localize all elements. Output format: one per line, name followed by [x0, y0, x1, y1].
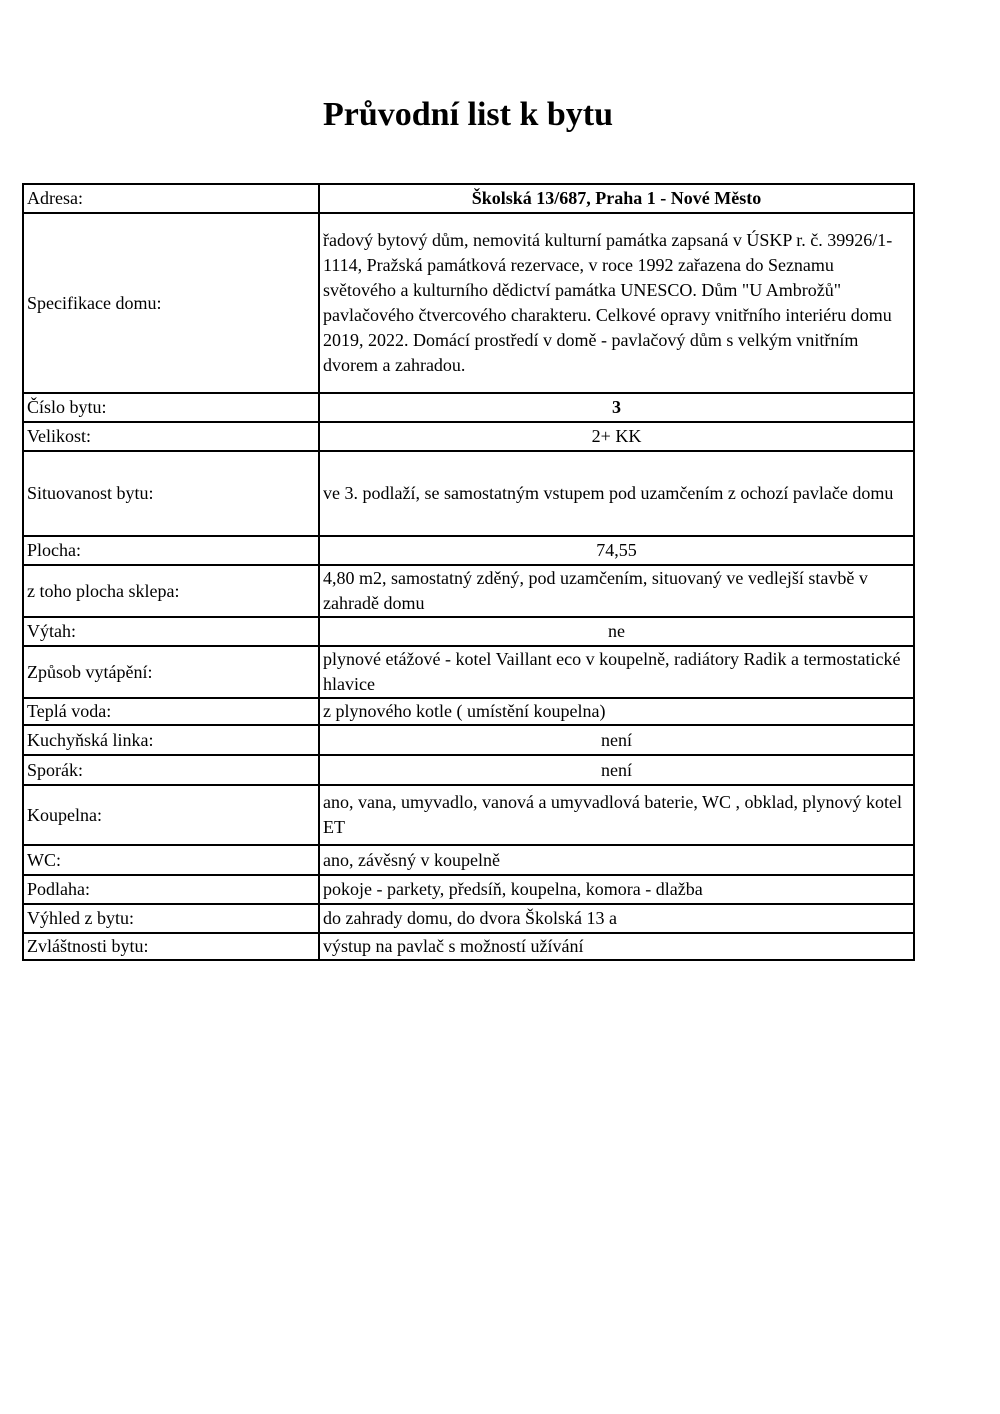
row-label-floor: Podlaha:	[23, 875, 319, 904]
row-label-elevator: Výtah:	[23, 617, 319, 646]
table-row	[23, 422, 914, 451]
row-value-bathroom: ano, vana, umyvadlo, vanová a umyvadlová baterie, WC , obklad, plynový kotel ET	[319, 785, 914, 845]
row-value-view: do zahrady domu, do dvora Školská 13 a	[319, 904, 914, 933]
table-row	[23, 213, 914, 393]
table-row	[23, 875, 914, 904]
row-label-special-features: Zvláštnosti bytu:	[23, 933, 319, 960]
document-title: Průvodní list k bytu	[322, 96, 614, 133]
row-value-wc: ano, závěsný v koupelně	[319, 845, 914, 875]
row-value-area: 74,55	[319, 536, 914, 565]
row-label-address: Adresa:	[23, 184, 319, 213]
row-value-elevator: ne	[319, 617, 914, 646]
table-row	[23, 393, 914, 422]
row-label-cellar-area: z toho plocha sklepa:	[23, 565, 319, 617]
row-value-stove: není	[319, 755, 914, 785]
row-value-special-features: výstup na pavlač s možností užívání	[319, 933, 914, 960]
row-value-location: ve 3. podlaží, se samostatným vstupem pod uzamčením z ochozí pavlače domu	[319, 451, 914, 536]
row-label-kitchen: Kuchyňská linka:	[23, 725, 319, 755]
row-label-view: Výhled z bytu:	[23, 904, 319, 933]
table-row	[23, 617, 914, 646]
table-row	[23, 755, 914, 785]
row-label-size: Velikost:	[23, 422, 319, 451]
row-value-floor: pokoje - parkety, předsíň, koupelna, komora - dlažba	[319, 875, 914, 904]
row-value-address: Školská 13/687, Praha 1 - Nové Město	[319, 184, 914, 213]
table-row	[23, 725, 914, 755]
row-value-flat-number: 3	[319, 393, 914, 422]
table-row	[23, 184, 914, 213]
row-value-size: 2+ KK	[319, 422, 914, 451]
row-value-hot-water: z plynového kotle ( umístění koupelna)	[319, 698, 914, 725]
row-label-stove: Sporák:	[23, 755, 319, 785]
table-row	[23, 933, 914, 960]
table-row	[23, 904, 914, 933]
row-label-building-spec: Specifikace domu:	[23, 213, 319, 393]
table-row	[23, 565, 914, 617]
row-label-bathroom: Koupelna:	[23, 785, 319, 845]
row-label-hot-water: Teplá voda:	[23, 698, 319, 725]
row-label-location: Situovanost bytu:	[23, 451, 319, 536]
apartment-info-table	[22, 183, 915, 961]
table-row	[23, 451, 914, 536]
row-label-flat-number: Číslo bytu:	[23, 393, 319, 422]
row-value-cellar-area: 4,80 m2, samostatný zděný, pod uzamčením, situovaný ve vedlejší stavbě v zahradě domu	[319, 565, 914, 617]
row-label-wc: WC:	[23, 845, 319, 875]
row-value-heating: plynové etážové - kotel Vaillant eco v koupelně, radiátory Radik a termostatické hlavice	[319, 646, 914, 698]
row-label-heating: Způsob vytápění:	[23, 646, 319, 698]
table-row	[23, 536, 914, 565]
table-row	[23, 646, 914, 698]
row-label-area: Plocha:	[23, 536, 319, 565]
table-row	[23, 785, 914, 845]
table-row	[23, 845, 914, 875]
row-value-kitchen: není	[319, 725, 914, 755]
row-value-building-spec: řadový bytový dům, nemovitá kulturní památka zapsaná v ÚSKP r. č. 39926/1-1114, Pražská památková rezervace, v roce 1992 zařazena do Seznamu světového a kulturního dědictví památka UNESCO. Dům "U Ambrožů" pavlačového čtvercového charakteru. Celkové opravy vnitřního interiéru domu 2019, 2022. Domácí prostředí v domě - pavlačový dům s velkým vnitřním dvorem a zahradou.	[319, 213, 914, 393]
table-row	[23, 698, 914, 725]
